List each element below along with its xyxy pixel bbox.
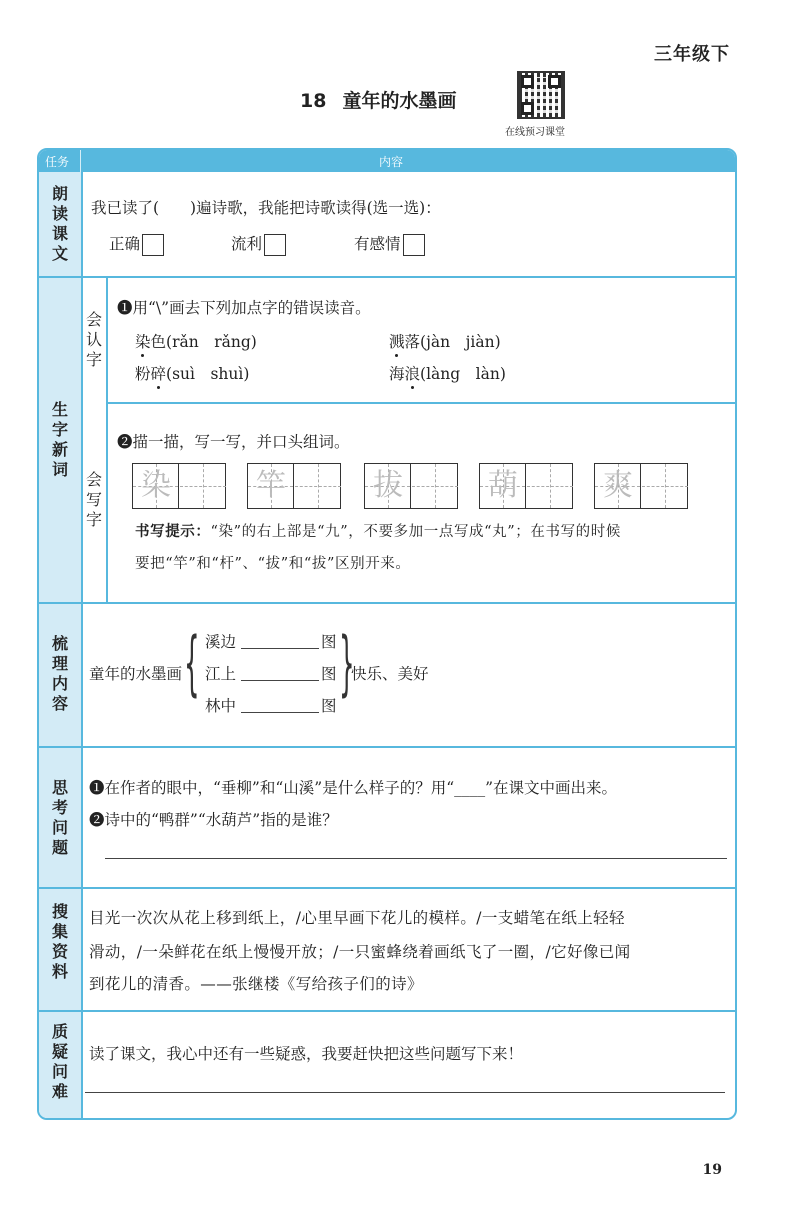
row-label-doubts: 质疑问难 <box>51 1022 68 1101</box>
recognize-item-1[interactable]: 染色(rǎn rǎng) <box>135 333 257 351</box>
qr-code-icon[interactable] <box>517 71 565 119</box>
header-task: 任务 <box>45 155 70 169</box>
option-expressive[interactable]: 有感情 <box>354 232 425 256</box>
trace-char-2: 竿 <box>256 468 286 503</box>
outline-result: 快乐、美好 <box>351 665 429 683</box>
option-correct[interactable]: 正确 <box>109 232 164 256</box>
writing-grid-2[interactable] <box>247 463 341 509</box>
qr-caption: 在线预习课堂 <box>505 127 565 138</box>
blank-line-3[interactable] <box>241 712 319 713</box>
header-content: 内容 <box>379 155 404 169</box>
row-label-questions: 思考问题 <box>51 778 68 857</box>
row-label-characters: 生字新词 <box>51 400 68 479</box>
recognize-instruction: ❶用“\”画去下列加点字的错误读音。 <box>117 299 371 317</box>
writing-tip-line-2: 要把“竿”和“杆”、“拔”和“拔”区别开来。 <box>135 556 411 572</box>
outline-item-2-suffix: 图 <box>321 665 337 683</box>
recognize-item-3[interactable]: 粉碎(suì shuì) <box>135 365 250 383</box>
tip-label: 书写提示： <box>135 524 211 540</box>
writing-grid-1[interactable] <box>132 463 226 509</box>
blank-line-1[interactable] <box>241 648 319 649</box>
resource-line-1: 目光一次次从花上移到纸上，/心里早画下花儿的模样。/一支蜡笔在纸上轻轻 <box>89 909 625 927</box>
row-label-outline: 梳理内容 <box>51 634 68 713</box>
row-label-reading: 朗读课文 <box>51 184 68 263</box>
table-header <box>39 150 735 172</box>
study-table: 任务 内容 朗读课文 我已读了( )遍诗歌，我能把诗歌读得(选一选)： 正确 流利 有感情 生字新词 会认字 ❶用“\”画去下列加点字的错误读音。 染色(rǎn rǎng) 溅落(jàn jiàn) 粉碎(suì shuì) 海浪(làng làn) 会写字 ❷描一描，写一写，并口头组词。 染 竿 拔 葫 爽 书写提示：“染”的右上部是“九”，不要多加一点写成“丸”；在书写的时候 要把“竿”和“杆”、“拔”和“拔”区别开来。 梳理内容 童年的水墨画 { 溪边 图 江上 图 林中 图 } 快乐、美好 思考问题 ❶在作者的眼中，“垂柳”和“山溪”是什么样子的？用“____”在课文中画出来。 ❷诗中的“鸭群”“水葫芦”指的是谁？ 搜集资料 目光一次次从花上移到纸上，/心里早画下花儿的模样。/一支蜡笔在纸上轻轻 滑动，/一朵鲜花在纸上慢慢开放；/一只蜜蜂绕着画纸飞了一圈，/它好像已闻 到花儿的清香。——张继楼《写给孩子们的诗》 质疑问难 读了课文，我心中还有一些疑惑，我要赶快把这些问题写下来！ <box>37 148 737 1120</box>
recognize-item-2[interactable]: 溅落(jàn jiàn) <box>389 333 501 351</box>
outline-item-3[interactable]: 林中 <box>205 697 237 715</box>
lesson-number: 18 <box>300 90 327 112</box>
question-1: ❶在作者的眼中，“垂柳”和“山溪”是什么样子的？用“____”在课文中画出来。 <box>89 779 618 797</box>
row-label-resources: 搜集资料 <box>51 902 68 981</box>
outline-main: 童年的水墨画 <box>89 665 183 683</box>
resource-line-2: 滑动，/一朵鲜花在纸上慢慢开放；/一只蜜蜂绕着画纸飞了一圈，/它好像已闻 <box>89 943 631 961</box>
writing-tip-line-1: 书写提示：“染”的右上部是“九”，不要多加一点写成“丸”；在书写的时候 <box>135 524 621 540</box>
sub-label-write: 会写字 <box>86 470 103 529</box>
doubts-prompt: 读了课文，我心中还有一些疑惑，我要赶快把这些问题写下来！ <box>89 1045 524 1063</box>
lesson-title <box>300 86 456 113</box>
doubts-answer-line[interactable] <box>85 1092 725 1093</box>
lesson-name: 童年的水墨画 <box>342 90 457 112</box>
outline-item-1[interactable]: 溪边 <box>205 633 237 651</box>
trace-char-5: 爽 <box>603 468 633 503</box>
trace-char-1: 染 <box>141 468 171 503</box>
answer-line[interactable] <box>105 858 727 859</box>
writing-grid-3[interactable] <box>364 463 458 509</box>
resource-line-3: 到花儿的清香。——张继楼《写给孩子们的诗》 <box>89 975 423 993</box>
writing-grid-5[interactable] <box>594 463 688 509</box>
trace-char-3: 拔 <box>373 468 403 503</box>
outline-item-3-suffix: 图 <box>321 697 337 715</box>
checkbox-expressive[interactable] <box>403 234 425 256</box>
question-2: ❷诗中的“鸭群”“水葫芦”指的是谁？ <box>89 811 338 829</box>
blank-line-2[interactable] <box>241 680 319 681</box>
recognize-item-4[interactable]: 海浪(làng làn) <box>389 365 506 383</box>
checkbox-fluent[interactable] <box>264 234 286 256</box>
reading-prompt: 我已读了( )遍诗歌，我能把诗歌读得(选一选)： <box>91 199 441 217</box>
outline-item-2[interactable]: 江上 <box>205 665 237 683</box>
checkbox-correct[interactable] <box>142 234 164 256</box>
grade-label: 三年级下 <box>654 44 730 65</box>
trace-char-4: 葫 <box>488 468 518 503</box>
writing-grid-4[interactable] <box>479 463 573 509</box>
page-number: 19 <box>702 1162 722 1178</box>
option-fluent[interactable]: 流利 <box>231 232 286 256</box>
write-instruction: ❷描一描，写一写，并口头组词。 <box>117 433 350 451</box>
outline-item-1-suffix: 图 <box>321 633 337 651</box>
sub-label-recognize: 会认字 <box>86 310 103 369</box>
